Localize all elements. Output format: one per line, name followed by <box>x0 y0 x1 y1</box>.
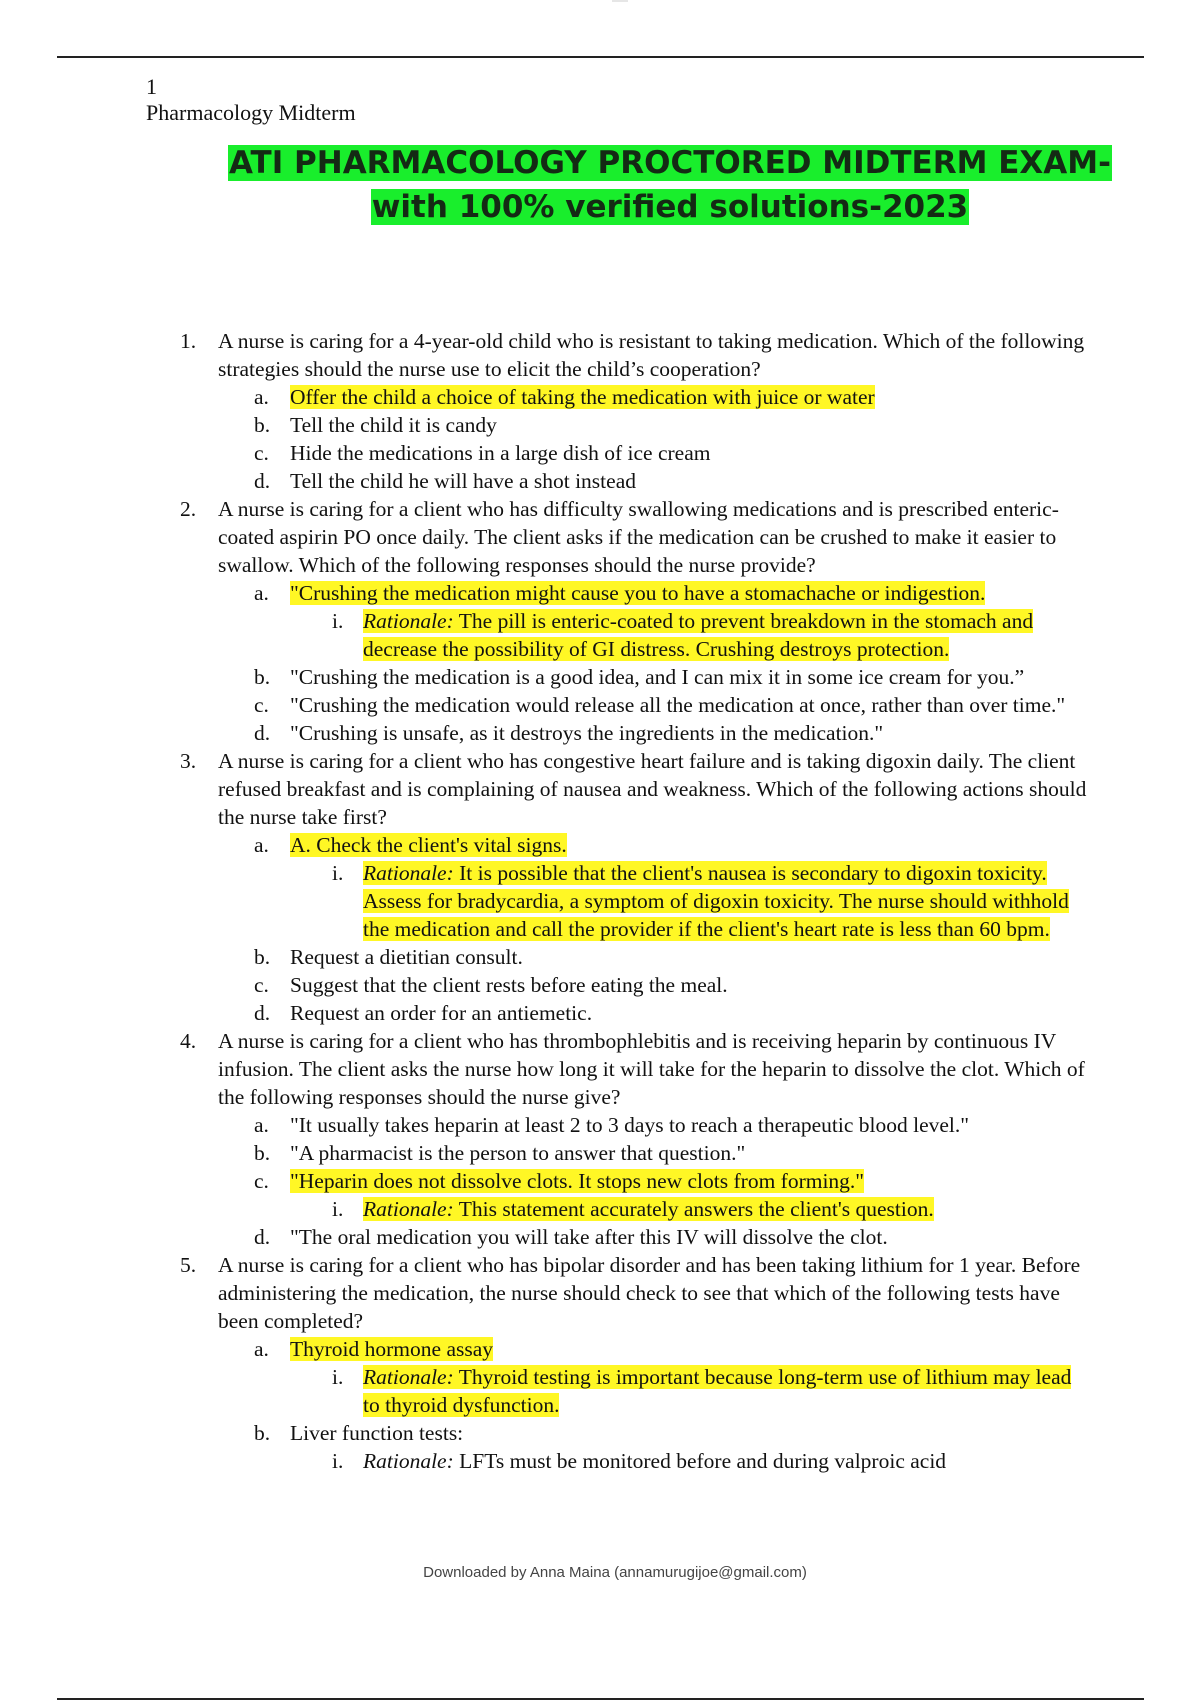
question-number: 5. <box>180 1253 197 1277</box>
rationale <box>0 1447 1200 1475</box>
question-2 <box>0 495 1200 579</box>
rationale-body <box>363 1365 1071 1417</box>
option-text: "Crushing is unsafe, as it destroys the ingredients in the medication." <box>290 721 884 745</box>
question-number: 4. <box>180 1029 197 1053</box>
option-letter: b. <box>254 945 271 969</box>
question-text: A nurse is caring for a client who has difficulty swallowing medications and is prescribed enteric-coated aspirin PO once daily. The client asks if the medication can be crushed to make it easier to swallow. Which of the following responses should the nurse provide? <box>218 497 1059 577</box>
option-text: Thyroid hormone assay <box>290 1337 494 1361</box>
rationale-marker: i. <box>332 609 344 633</box>
option-letter: d. <box>254 721 271 745</box>
answer-option <box>0 411 1200 439</box>
answer-option <box>0 719 1200 747</box>
option-text: Suggest that the client rests before eating the meal. <box>290 973 728 997</box>
rationale-label: Rationale: <box>363 1197 454 1221</box>
question-4 <box>0 1027 1200 1111</box>
option-letter: d. <box>254 469 271 493</box>
option-letter: d. <box>254 1001 271 1025</box>
option-text: Offer the child a choice of taking the medication with juice or water <box>290 385 875 409</box>
document-title-line-1: ATI PHARMACOLOGY PROCTORED MIDTERM EXAM- <box>228 145 1112 181</box>
option-text: "It usually takes heparin at least 2 to 3 days to reach a therapeutic blood level." <box>290 1113 970 1137</box>
question-text: A nurse is caring for a 4-year-old child who is resistant to taking medication. Which of the following strategies should the nurse use to elicit the child’s cooperation? <box>218 329 1085 381</box>
option-text: "Crushing the medication would release all the medication at once, rather than over time." <box>290 693 1066 717</box>
option-letter: d. <box>254 1225 271 1249</box>
answer-option <box>0 691 1200 719</box>
option-text: Liver function tests: <box>290 1421 464 1445</box>
top-rule <box>57 56 1144 58</box>
option-letter: b. <box>254 413 271 437</box>
page-number: 1 <box>146 74 157 99</box>
rationale <box>0 1195 1200 1223</box>
question-number: 2. <box>180 497 197 521</box>
answer-option <box>0 439 1200 467</box>
question-text: A nurse is caring for a client who has bipolar disorder and has been taking lithium for 1 year. Before administering the medication, the nurse should check to see that which of the following tests have been completed? <box>218 1253 1081 1333</box>
option-letter: a. <box>254 385 269 409</box>
option-text: Hide the medications in a large dish of ice cream <box>290 441 711 465</box>
answer-option-correct <box>0 831 1200 859</box>
question-number: 3. <box>180 749 197 773</box>
option-text: Tell the child it is candy <box>290 413 497 437</box>
question-list <box>0 327 1200 1475</box>
download-footer: Downloaded by Anna Maina (annamurugijoe@gmail.com) <box>423 1564 807 1581</box>
answer-option <box>0 663 1200 691</box>
question-1 <box>0 327 1200 383</box>
rationale-body <box>363 609 1033 661</box>
rationale-body <box>363 1197 934 1221</box>
running-header: Pharmacology Midterm <box>146 100 356 125</box>
rationale-label: Rationale: <box>363 861 454 885</box>
question-3 <box>0 747 1200 831</box>
rationale-marker: i. <box>332 1197 344 1221</box>
option-letter: c. <box>254 441 269 465</box>
rationale-text: LFTs must be monitored before and during valproic acid <box>459 1449 947 1473</box>
option-letter: c. <box>254 693 269 717</box>
answer-option-correct <box>0 579 1200 607</box>
answer-option <box>0 467 1200 495</box>
option-text: "A pharmacist is the person to answer that question." <box>290 1141 746 1165</box>
option-text: "Heparin does not dissolve clots. It stops new clots from forming." <box>290 1169 865 1193</box>
rationale-label: Rationale: <box>363 1449 454 1473</box>
rationale-text: Thyroid testing is important because long-term use of lithium may lead to thyroid dysfunction. <box>363 1365 1072 1417</box>
option-letter: a. <box>254 1113 269 1137</box>
rationale-body <box>363 861 1069 941</box>
option-letter: b. <box>254 1421 271 1445</box>
rationale-marker: i. <box>332 1365 344 1389</box>
rationale-text: The pill is enteric-coated to prevent breakdown in the stomach and decrease the possibility of GI distress. Crushing destroys protection. <box>363 609 1034 661</box>
option-letter: b. <box>254 665 271 689</box>
option-letter: c. <box>254 1169 269 1193</box>
option-letter: c. <box>254 973 269 997</box>
answer-option-correct <box>0 1335 1200 1363</box>
rationale-text: This statement accurately answers the client's question. <box>458 1197 934 1221</box>
answer-option <box>0 943 1200 971</box>
document-title <box>200 141 1140 229</box>
option-letter: a. <box>254 581 269 605</box>
question-text: A nurse is caring for a client who has congestive heart failure and is taking digoxin daily. The client refused breakfast and is complaining of nausea and weakness. Which of the following actions should the nurse take first? <box>218 749 1087 829</box>
rationale-label: Rationale: <box>363 1365 454 1389</box>
question-text: A nurse is caring for a client who has thrombophlebitis and is receiving heparin by continuous IV infusion. The client asks the nurse how long it will take for the heparin to dissolve the clot. Which of the following responses should the nurse give? <box>218 1029 1085 1109</box>
option-text: "Crushing the medication is a good idea, and I can mix it in some ice cream for you.” <box>290 665 1025 689</box>
rationale-text: It is possible that the client's nausea is secondary to digoxin toxicity. Assess for bradycardia, a symptom of digoxin toxicity. The nurse should withhold the medication and call the provider if the client's heart rate is less than 60 bpm. <box>363 861 1069 941</box>
question-number: 1. <box>180 329 197 353</box>
rationale-label: Rationale: <box>363 609 454 633</box>
answer-option <box>0 1419 1200 1447</box>
answer-option <box>0 999 1200 1027</box>
rationale <box>0 607 1200 663</box>
page-top-marker <box>612 0 628 2</box>
rationale-marker: i. <box>332 861 344 885</box>
question-5 <box>0 1251 1200 1335</box>
answer-option <box>0 1111 1200 1139</box>
document-title-line-2: with 100% verified solutions-2023 <box>371 189 969 225</box>
rationale <box>0 1363 1200 1419</box>
answer-option <box>0 971 1200 999</box>
rationale-body <box>363 1449 946 1473</box>
option-text: Tell the child he will have a shot instead <box>290 469 636 493</box>
option-letter: a. <box>254 833 269 857</box>
rationale-marker: i. <box>332 1449 344 1473</box>
option-text: Request an order for an antiemetic. <box>290 1001 593 1025</box>
option-text: Request a dietitian consult. <box>290 945 523 969</box>
rationale <box>0 859 1200 943</box>
option-letter: b. <box>254 1141 271 1165</box>
option-text: "Crushing the medication might cause you to have a stomachache or indigestion. <box>290 581 986 605</box>
option-letter: a. <box>254 1337 269 1361</box>
option-text: "The oral medication you will take after this IV will dissolve the clot. <box>290 1225 888 1249</box>
answer-option-correct <box>0 1167 1200 1195</box>
option-text: A. Check the client's vital signs. <box>290 833 567 857</box>
answer-option <box>0 1139 1200 1167</box>
answer-option-correct <box>0 383 1200 411</box>
answer-option <box>0 1223 1200 1251</box>
